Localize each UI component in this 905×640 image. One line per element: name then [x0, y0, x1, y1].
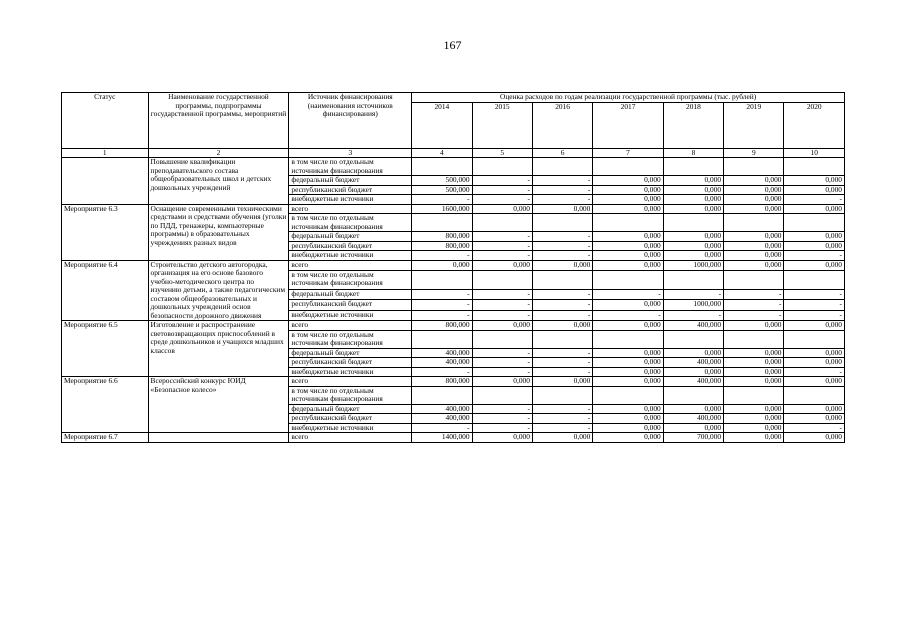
column-number: 8 — [663, 148, 723, 158]
value-cell: - — [532, 404, 592, 414]
value-cell: 0,000 — [472, 377, 532, 387]
value-cell: 0,000 — [663, 251, 723, 261]
value-cell: 0,000 — [724, 176, 784, 186]
value-cell: - — [532, 348, 592, 358]
value-cell: 0,000 — [593, 348, 663, 358]
value-cell: 0,000 — [784, 260, 845, 270]
value-cell — [593, 386, 663, 404]
column-number: 10 — [784, 148, 845, 158]
source-cell: в том числе по отдельным источникам финансирования — [289, 270, 412, 289]
value-cell: 0,000 — [784, 232, 845, 242]
value-cell: 0,000 — [412, 260, 472, 270]
value-cell — [663, 214, 723, 232]
header-year: 2014 — [412, 102, 472, 148]
value-cell: 0,000 — [784, 185, 845, 195]
value-cell: 0,000 — [472, 321, 532, 331]
value-cell: 0,000 — [663, 348, 723, 358]
value-cell: - — [412, 290, 472, 300]
value-cell — [472, 270, 532, 289]
value-cell — [412, 386, 472, 404]
value-cell: - — [472, 241, 532, 251]
column-number: 9 — [724, 148, 784, 158]
header-source: Источник финансирования (наименования источников финансирования) — [289, 93, 412, 149]
value-cell — [412, 158, 472, 176]
value-cell: - — [412, 423, 472, 433]
value-cell: 0,000 — [593, 433, 663, 443]
value-cell: 0,000 — [724, 195, 784, 205]
value-cell: - — [784, 290, 845, 300]
value-cell: 0,000 — [724, 232, 784, 242]
value-cell: 0,000 — [593, 260, 663, 270]
activity-name-cell: Всероссийский конкурс ЮИД «Безопасное колесо» — [148, 377, 289, 433]
source-cell: республиканский бюджет — [289, 358, 412, 368]
value-cell: 0,000 — [784, 358, 845, 368]
source-cell: республиканский бюджет — [289, 185, 412, 195]
value-cell: 0,000 — [663, 367, 723, 377]
value-cell: - — [532, 300, 592, 310]
value-cell: 0,000 — [593, 185, 663, 195]
value-cell: 0,000 — [724, 423, 784, 433]
value-cell: 0,000 — [663, 404, 723, 414]
value-cell — [412, 330, 472, 348]
value-cell: 0,000 — [784, 321, 845, 331]
table-row — [62, 433, 845, 443]
value-cell: - — [472, 195, 532, 205]
activity-name-cell: Изготовление и распространение световозвращающих приспособлений в среде дошкольников и учащихся младших классов — [148, 321, 289, 377]
value-cell — [532, 386, 592, 404]
source-cell: внебюджетные источники — [289, 251, 412, 261]
value-cell: 0,000 — [724, 414, 784, 424]
value-cell: 0,000 — [724, 433, 784, 443]
header-year: 2017 — [593, 102, 663, 148]
value-cell — [724, 386, 784, 404]
value-cell: 0,000 — [663, 185, 723, 195]
value-cell: 1000,000 — [663, 300, 723, 310]
value-cell: 0,000 — [663, 423, 723, 433]
source-cell: всего — [289, 260, 412, 270]
value-cell: - — [472, 358, 532, 368]
value-cell: 0,000 — [663, 232, 723, 242]
value-cell: 700,000 — [663, 433, 723, 443]
value-cell: 0,000 — [663, 176, 723, 186]
activity-name-cell: Оснащение современными техническими средствами и средствами обучения (уголки по ПДД, тренажеры, компьютерные программы) в образовательных учреждениях разных видов — [148, 204, 289, 260]
column-number: 2 — [148, 148, 289, 158]
value-cell: 0,000 — [724, 377, 784, 387]
value-cell: - — [724, 300, 784, 310]
header-estimate: Оценка расходов по годам реализации государственной программы (тыс. рублей) — [412, 93, 845, 103]
value-cell: 800,000 — [412, 321, 472, 331]
column-number: 5 — [472, 148, 532, 158]
value-cell: 0,000 — [663, 241, 723, 251]
value-cell — [593, 330, 663, 348]
value-cell: - — [532, 290, 592, 300]
value-cell: - — [472, 310, 532, 320]
value-cell: 0,000 — [724, 367, 784, 377]
value-cell: 0,000 — [593, 195, 663, 205]
table-row — [62, 204, 845, 214]
value-cell: - — [472, 423, 532, 433]
value-cell: - — [532, 195, 592, 205]
value-cell: - — [784, 300, 845, 310]
value-cell: - — [532, 423, 592, 433]
value-cell: - — [472, 185, 532, 195]
value-cell — [593, 270, 663, 289]
source-cell: в том числе по отдельным источникам финансирования — [289, 158, 412, 176]
value-cell: 0,000 — [784, 414, 845, 424]
value-cell — [472, 158, 532, 176]
source-cell: федеральный бюджет — [289, 348, 412, 358]
source-cell: республиканский бюджет — [289, 241, 412, 251]
value-cell: 400,000 — [412, 348, 472, 358]
value-cell — [784, 158, 845, 176]
value-cell: - — [412, 251, 472, 261]
value-cell: - — [532, 185, 592, 195]
value-cell: - — [472, 348, 532, 358]
value-cell: - — [532, 176, 592, 186]
value-cell: 0,000 — [724, 251, 784, 261]
value-cell — [412, 214, 472, 232]
header-year: 2018 — [663, 102, 723, 148]
value-cell: - — [663, 310, 723, 320]
value-cell: 0,000 — [593, 404, 663, 414]
value-cell: 400,000 — [663, 414, 723, 424]
value-cell — [784, 330, 845, 348]
value-cell: - — [724, 290, 784, 300]
value-cell: - — [724, 310, 784, 320]
value-cell: 400,000 — [663, 321, 723, 331]
value-cell — [472, 330, 532, 348]
value-cell: 0,000 — [472, 260, 532, 270]
value-cell: - — [532, 358, 592, 368]
value-cell: - — [784, 423, 845, 433]
value-cell: 0,000 — [724, 348, 784, 358]
value-cell: 0,000 — [724, 321, 784, 331]
source-cell: федеральный бюджет — [289, 232, 412, 242]
value-cell: 500,000 — [412, 176, 472, 186]
value-cell — [663, 386, 723, 404]
value-cell: - — [784, 367, 845, 377]
value-cell: 400,000 — [663, 358, 723, 368]
source-cell: внебюджетные источники — [289, 367, 412, 377]
value-cell — [663, 158, 723, 176]
value-cell: 0,000 — [532, 377, 592, 387]
value-cell: 0,000 — [784, 204, 845, 214]
value-cell: 400,000 — [412, 404, 472, 414]
table-header — [62, 93, 845, 158]
value-cell: 800,000 — [412, 377, 472, 387]
header-status: Статус — [62, 93, 149, 149]
value-cell: - — [532, 310, 592, 320]
value-cell: 0,000 — [593, 300, 663, 310]
value-cell: 0,000 — [784, 176, 845, 186]
value-cell: 0,000 — [784, 241, 845, 251]
source-cell: республиканский бюджет — [289, 300, 412, 310]
header-year: 2020 — [784, 102, 845, 148]
value-cell — [472, 386, 532, 404]
value-cell: 0,000 — [593, 358, 663, 368]
value-cell — [724, 214, 784, 232]
value-cell — [532, 330, 592, 348]
page-number: 167 — [443, 38, 462, 52]
value-cell: - — [593, 290, 663, 300]
activity-name-cell: Строительство детского автогородка, организация на его основе базового учебно-методического центра по изучению детьми, а также педагогическим составом общеобразовательных и дошкольных учреждений основ безопасности дорожного движения — [148, 260, 289, 321]
source-cell: республиканский бюджет — [289, 414, 412, 424]
value-cell: 0,000 — [593, 321, 663, 331]
value-cell — [532, 270, 592, 289]
column-number: 4 — [412, 148, 472, 158]
value-cell: 400,000 — [412, 358, 472, 368]
value-cell: - — [784, 195, 845, 205]
value-cell — [724, 270, 784, 289]
value-cell: 800,000 — [412, 241, 472, 251]
value-cell: - — [532, 367, 592, 377]
value-cell: 0,000 — [532, 204, 592, 214]
value-cell: 400,000 — [663, 377, 723, 387]
status-cell: Мероприятие 6.7 — [62, 433, 149, 443]
value-cell: - — [472, 367, 532, 377]
value-cell — [784, 270, 845, 289]
value-cell — [412, 270, 472, 289]
value-cell: 0,000 — [593, 377, 663, 387]
value-cell: - — [412, 310, 472, 320]
value-cell: 0,000 — [593, 251, 663, 261]
value-cell: - — [472, 414, 532, 424]
value-cell: 0,000 — [593, 367, 663, 377]
activity-name-cell — [148, 433, 289, 443]
value-cell: - — [412, 195, 472, 205]
value-cell: - — [472, 300, 532, 310]
source-cell: федеральный бюджет — [289, 290, 412, 300]
value-cell: - — [784, 310, 845, 320]
value-cell: 0,000 — [784, 377, 845, 387]
column-number: 1 — [62, 148, 149, 158]
value-cell — [724, 158, 784, 176]
value-cell: 0,000 — [784, 348, 845, 358]
value-cell: - — [412, 367, 472, 377]
value-cell: 0,000 — [593, 414, 663, 424]
value-cell: 0,000 — [593, 176, 663, 186]
status-cell: Мероприятие 6.6 — [62, 377, 149, 433]
value-cell: 0,000 — [593, 423, 663, 433]
source-cell: в том числе по отдельным источникам финансирования — [289, 214, 412, 232]
source-cell: внебюджетные источники — [289, 195, 412, 205]
value-cell: 500,000 — [412, 185, 472, 195]
value-cell: 0,000 — [724, 358, 784, 368]
header-year: 2016 — [532, 102, 592, 148]
value-cell: - — [532, 232, 592, 242]
value-cell: 0,000 — [532, 433, 592, 443]
source-cell: в том числе по отдельным источникам финансирования — [289, 386, 412, 404]
value-cell: 800,000 — [412, 232, 472, 242]
table-row — [62, 377, 845, 387]
value-cell: 0,000 — [784, 404, 845, 414]
status-cell: Мероприятие 6.3 — [62, 204, 149, 260]
table-body — [62, 158, 845, 443]
value-cell: 0,000 — [724, 241, 784, 251]
status-cell: Мероприятие 6.4 — [62, 260, 149, 321]
source-cell: федеральный бюджет — [289, 404, 412, 414]
value-cell: 1000,000 — [663, 260, 723, 270]
source-cell: всего — [289, 377, 412, 387]
value-cell — [593, 214, 663, 232]
value-cell: - — [663, 290, 723, 300]
value-cell: - — [532, 414, 592, 424]
value-cell: 0,000 — [593, 241, 663, 251]
value-cell: 0,000 — [663, 195, 723, 205]
header-year: 2019 — [724, 102, 784, 148]
source-cell: всего — [289, 433, 412, 443]
status-cell — [62, 158, 149, 205]
value-cell — [532, 158, 592, 176]
status-cell: Мероприятие 6.5 — [62, 321, 149, 377]
value-cell: - — [472, 290, 532, 300]
table-row — [62, 158, 845, 176]
column-number: 3 — [289, 148, 412, 158]
value-cell: 0,000 — [532, 260, 592, 270]
value-cell — [724, 330, 784, 348]
value-cell: - — [593, 310, 663, 320]
value-cell — [532, 214, 592, 232]
value-cell: 0,000 — [724, 185, 784, 195]
value-cell: 0,000 — [472, 204, 532, 214]
value-cell: - — [472, 176, 532, 186]
value-cell: - — [472, 232, 532, 242]
source-cell: всего — [289, 321, 412, 331]
header-name: Наименование государственной программы, подпрограммы государственной программы, мероприятий — [148, 93, 289, 149]
source-cell: в том числе по отдельным источникам финансирования — [289, 330, 412, 348]
value-cell: 0,000 — [663, 204, 723, 214]
header-year: 2015 — [472, 102, 532, 148]
value-cell: - — [532, 241, 592, 251]
value-cell: 1400,000 — [412, 433, 472, 443]
source-cell: всего — [289, 204, 412, 214]
value-cell: 0,000 — [532, 321, 592, 331]
value-cell — [663, 330, 723, 348]
value-cell: 400,000 — [412, 414, 472, 424]
value-cell: - — [412, 300, 472, 310]
value-cell: 0,000 — [724, 204, 784, 214]
value-cell: 0,000 — [724, 404, 784, 414]
column-number: 6 — [532, 148, 592, 158]
value-cell: 1600,000 — [412, 204, 472, 214]
value-cell — [472, 214, 532, 232]
value-cell — [784, 214, 845, 232]
value-cell: 0,000 — [472, 433, 532, 443]
activity-name-cell: Повышение квалификации преподавательского состава общеобразовательных школ и детских дошкольных учреждений — [148, 158, 289, 205]
value-cell: 0,000 — [593, 204, 663, 214]
value-cell: - — [472, 404, 532, 414]
table-row — [62, 260, 845, 270]
column-number: 7 — [593, 148, 663, 158]
value-cell: - — [472, 251, 532, 261]
expenditure-table — [61, 92, 845, 443]
value-cell: - — [784, 251, 845, 261]
value-cell: - — [532, 251, 592, 261]
value-cell — [593, 158, 663, 176]
table-row — [62, 321, 845, 331]
value-cell — [663, 270, 723, 289]
source-cell: внебюджетные источники — [289, 423, 412, 433]
value-cell: 0,000 — [593, 232, 663, 242]
value-cell: 0,000 — [784, 433, 845, 443]
source-cell: федеральный бюджет — [289, 176, 412, 186]
value-cell — [784, 386, 845, 404]
source-cell: внебюджетные источники — [289, 310, 412, 320]
value-cell: 0,000 — [724, 260, 784, 270]
